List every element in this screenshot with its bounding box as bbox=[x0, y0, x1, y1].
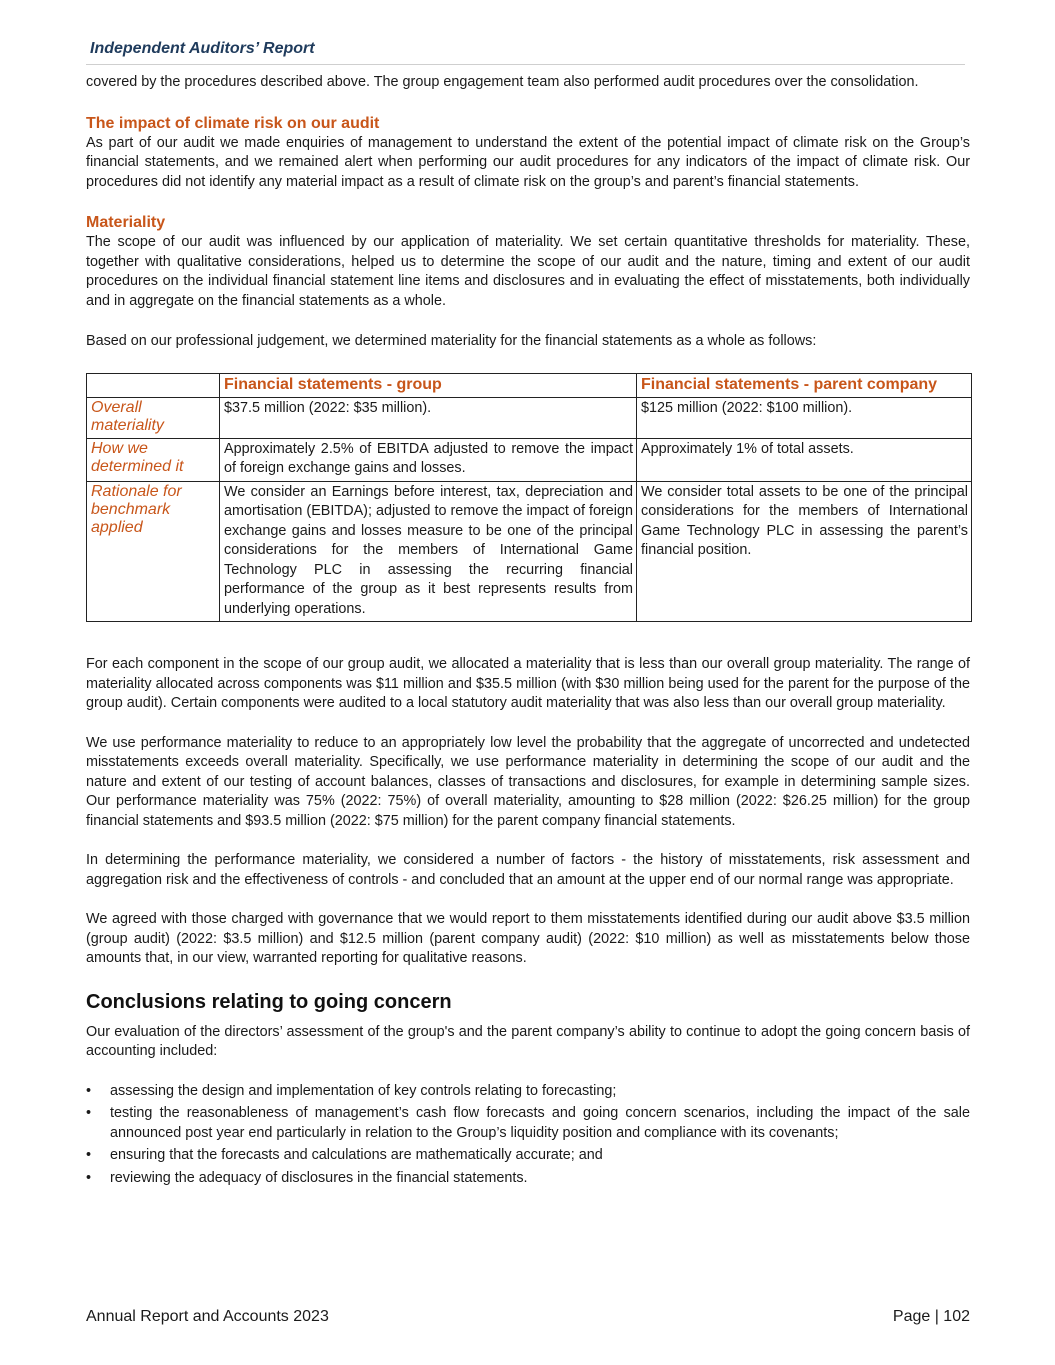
row-label: Overall materiality bbox=[87, 397, 220, 438]
bullet-icon: • bbox=[86, 1105, 92, 1121]
list-item bbox=[86, 1104, 970, 1143]
going-concern-intro: Our evaluation of the directors’ assessment of the group's and the parent company’s ability to continue to adopt the going concern basis of accounting included: bbox=[86, 1023, 970, 1059]
performance-materiality-text: We use performance materiality to reduce to an appropriately low level the probability that the aggregate of uncorrected and undetected misstatements exceeds overall materiality. Specifically, we use performance materiality in determining the scope of our audit and the nature and extent of our testing of account balances, classes of transactions and disclosures, for example in determining sample sizes. Our performance materiality was 75% (2022: 75%) of overall materiality, amounting to $28 million (2022: $26.25 million) for the group financial statements and $93.5 million (2022: $75 million) for the parent company financial statements. bbox=[86, 734, 970, 829]
column-header-group: Financial statements - group bbox=[220, 373, 637, 397]
going-concern-heading: Conclusions relating to going concern bbox=[86, 990, 452, 1013]
materiality-basis-text: Based on our professional judgement, we determined materiality for the financial statements as a whole as follows: bbox=[86, 333, 817, 349]
going-concern-list bbox=[86, 1082, 970, 1189]
parent-value: Approximately 1% of total assets. bbox=[637, 438, 972, 481]
table-row bbox=[87, 397, 972, 438]
column-header-parent: Financial statements - parent company bbox=[637, 373, 972, 397]
bullet-icon: • bbox=[86, 1169, 92, 1186]
list-item bbox=[86, 1082, 970, 1102]
row-label: How we determined it bbox=[87, 438, 220, 481]
component-materiality-text: For each component in the scope of our group audit, we allocated a materiality that is less than our overall group materiality. The range of materiality allocated across components was $11 million and $35.5 million (with $30 million being used for the parent for the purpose of the group audit). Certain components were audited to a local statutory audit materiality that was also less than our overall group materiality. bbox=[86, 656, 970, 711]
report-title: Independent Auditors’ Report bbox=[90, 40, 315, 57]
page-number: Page | 102 bbox=[892, 1308, 970, 1325]
parent-value: $125 million (2022: $100 million). bbox=[637, 397, 972, 438]
climate-text: As part of our audit we made enquiries of management to understand the extent of the potential impact of climate risk on the Group’s financial statements, and we remained alert when performing our audit procedures for any indicators of the impact of climate risk. Our procedures did not identify any material impact as a result of climate risk on the group’s and parent’s financial statements. bbox=[86, 134, 970, 190]
table-row bbox=[87, 438, 972, 481]
climate-heading: The impact of climate risk on our audit bbox=[86, 114, 380, 132]
running-header bbox=[86, 40, 965, 65]
materiality-text: The scope of our audit was influenced by our application of materiality. We set certain quantitative thresholds for materiality. These, together with qualitative considerations, helped us to determine the scope of our audit and the nature, timing and extent of our audit procedures on the individual financial statement line items and disclosures and in evaluating the effect of misstatements, both individually and in aggregate on the financial statements as a whole. bbox=[86, 234, 970, 309]
table-header-row bbox=[87, 373, 972, 397]
intro-continuation: covered by the procedures described above. The group engagement team also performed audit procedures over the consolidation. bbox=[86, 74, 919, 90]
row-label: Rationale for benchmark applied bbox=[87, 481, 220, 622]
group-value: Approximately 2.5% of EBITDA adjusted to remove the impact of foreign exchange gains and losses. bbox=[220, 438, 637, 481]
list-item-text: testing the reasonableness of management’s cash flow forecasts and going concern scenarios, including the impact of the sale announced post year end particularly in relation to the Group’s liquidity position and compliance with its covenants; bbox=[110, 1105, 970, 1141]
list-item bbox=[86, 1169, 970, 1189]
list-item-text: reviewing the adequacy of disclosures in the financial statements. bbox=[110, 1169, 528, 1186]
list-item-text: ensuring that the forecasts and calculations are mathematically accurate; and bbox=[110, 1147, 603, 1163]
footer-report-name: Annual Report and Accounts 2023 bbox=[86, 1308, 329, 1325]
reporting-threshold-text: We agreed with those charged with governance that we would report to them misstatements identified during our audit above $3.5 million (group audit) (2022: $3.5 million) and $12.5 million (parent company audit) (2022: $10 million) as well as misstatements below those amounts that, in our view, warranted reporting for qualitative reasons. bbox=[86, 911, 970, 966]
list-item bbox=[86, 1146, 970, 1166]
header-empty-cell bbox=[87, 373, 220, 397]
table-row bbox=[87, 481, 972, 622]
group-value: We consider an Earnings before interest, tax, depreciation and amortisation (EBITDA); adjusted to remove the impact of foreign exchange gains and losses measure to be one of the principal considerations for the members of International Game Technology PLC in assessing the recurring financial performance of the group as it best represents results from underlying operations. bbox=[220, 481, 637, 622]
list-item-text: assessing the design and implementation of key controls relating to forecasting; bbox=[110, 1082, 617, 1099]
main-content bbox=[86, 73, 970, 1191]
materiality-heading: Materiality bbox=[86, 214, 166, 231]
parent-value: We consider total assets to be one of the principal considerations for the members of International Game Technology PLC in assessing the parent’s financial position. bbox=[637, 481, 972, 622]
materiality-table bbox=[86, 373, 972, 623]
group-value: $37.5 million (2022: $35 million). bbox=[220, 397, 637, 438]
bullet-icon: • bbox=[86, 1082, 92, 1099]
bullet-icon: • bbox=[86, 1147, 92, 1163]
performance-factors-text: In determining the performance materiality, we considered a number of factors - the history of misstatements, risk assessment and aggregation risk and the effectiveness of controls - and concluded that an amount at the upper end of our normal range was appropriate. bbox=[86, 852, 970, 888]
